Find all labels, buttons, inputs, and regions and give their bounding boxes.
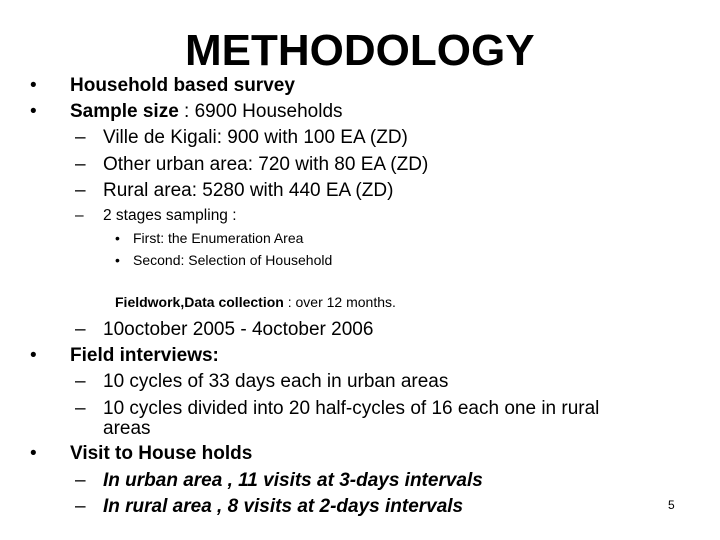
subitem-urban-visits: In urban area , 11 visits at 3-days intervals [103, 470, 483, 491]
sample-size-label: Sample size [70, 101, 179, 122]
bullet-field-interviews: Field interviews: [70, 345, 219, 366]
bullet-visits: Visit to House holds [70, 443, 253, 464]
fieldwork-label: Fieldwork,Data collection [115, 294, 284, 310]
sample-size-value: : 6900 Households [178, 101, 343, 122]
bullet-marker: • [30, 443, 37, 464]
slide-title: METHODOLOGY [185, 26, 535, 75]
dash-marker: – [75, 207, 84, 224]
subitem-kigali: Ville de Kigali: 900 with 100 EA (ZD) [103, 127, 408, 148]
subitem-rural-visits: In rural area , 8 visits at 2-days intervals [103, 496, 464, 517]
bullet-sample-size [70, 100, 343, 124]
dash-marker: – [75, 470, 86, 491]
dash-marker: – [75, 127, 86, 148]
bullet-marker: • [115, 230, 120, 246]
stage-first: First: the Enumeration Area [133, 230, 304, 246]
subitem-rural: Rural area: 5280 with 440 EA (ZD) [103, 180, 394, 201]
bullet-marker: • [30, 101, 37, 122]
bullet-marker: • [115, 252, 120, 268]
dash-marker: – [75, 180, 86, 201]
fieldwork-value: : over 12 months. [283, 294, 396, 310]
stage-second: Second: Selection of Household [133, 252, 333, 268]
dash-marker: – [75, 319, 86, 340]
bullet-household-survey: Household based survey [70, 75, 295, 96]
page-number: 5 [668, 498, 675, 512]
subitem-urban-cycles: 10 cycles of 33 days each in urban areas [103, 371, 449, 392]
subitem-rural-cycles-line1: 10 cycles divided into 20 half-cycles of 16 each one in rural [103, 398, 600, 419]
dash-marker: – [75, 371, 86, 392]
subitem-other-urban: Other urban area: 720 with 80 EA (ZD) [103, 154, 429, 175]
subitem-rural-cycles-line2: areas [103, 418, 151, 439]
fieldwork-line [115, 293, 396, 311]
dash-marker: – [75, 398, 86, 419]
bullet-marker: • [30, 75, 37, 96]
subitem-two-stages: 2 stages sampling : [103, 207, 237, 224]
dash-marker: – [75, 154, 86, 175]
subitem-dates: 10october 2005 - 4october 2006 [103, 319, 374, 340]
dash-marker: – [75, 496, 86, 517]
bullet-marker: • [30, 345, 37, 366]
